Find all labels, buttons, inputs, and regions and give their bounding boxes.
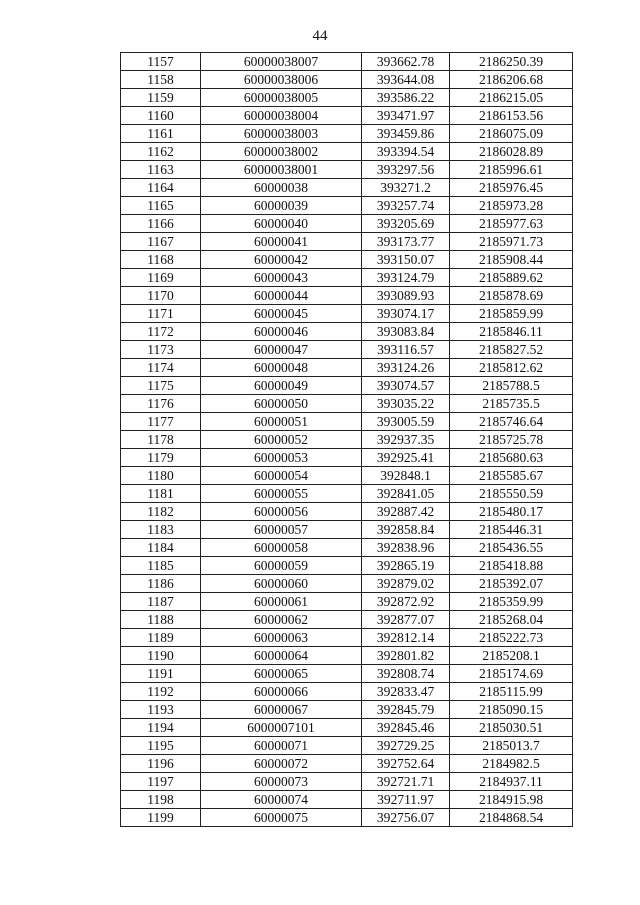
x-coordinate-cell: 393124.26	[362, 359, 450, 377]
y-coordinate-cell: 2185585.67	[450, 467, 573, 485]
point-id-cell: 60000038001	[201, 161, 362, 179]
y-coordinate-cell: 2185436.55	[450, 539, 573, 557]
table-row	[121, 377, 573, 395]
row-number-cell: 1167	[121, 233, 201, 251]
point-id-cell: 60000050	[201, 395, 362, 413]
y-coordinate-cell: 2185812.62	[450, 359, 573, 377]
table-row	[121, 197, 573, 215]
row-number-cell: 1179	[121, 449, 201, 467]
x-coordinate-cell: 392845.46	[362, 719, 450, 737]
table-row	[121, 215, 573, 233]
point-id-cell: 60000043	[201, 269, 362, 287]
x-coordinate-cell: 393124.79	[362, 269, 450, 287]
y-coordinate-cell: 2185013.7	[450, 737, 573, 755]
table-row	[121, 431, 573, 449]
x-coordinate-cell: 392887.42	[362, 503, 450, 521]
point-id-cell: 60000063	[201, 629, 362, 647]
y-coordinate-cell: 2185418.88	[450, 557, 573, 575]
y-coordinate-cell: 2185090.15	[450, 701, 573, 719]
y-coordinate-cell: 2185827.52	[450, 341, 573, 359]
x-coordinate-cell: 392812.14	[362, 629, 450, 647]
point-id-cell: 60000074	[201, 791, 362, 809]
x-coordinate-cell: 392858.84	[362, 521, 450, 539]
y-coordinate-cell: 2186250.39	[450, 53, 573, 71]
table-row	[121, 89, 573, 107]
row-number-cell: 1188	[121, 611, 201, 629]
y-coordinate-cell: 2185976.45	[450, 179, 573, 197]
row-number-cell: 1186	[121, 575, 201, 593]
x-coordinate-cell: 392841.05	[362, 485, 450, 503]
point-id-cell: 60000065	[201, 665, 362, 683]
x-coordinate-cell: 393394.54	[362, 143, 450, 161]
table-row	[121, 125, 573, 143]
point-id-cell: 60000056	[201, 503, 362, 521]
x-coordinate-cell: 392711.97	[362, 791, 450, 809]
table-row	[121, 665, 573, 683]
point-id-cell: 60000038005	[201, 89, 362, 107]
y-coordinate-cell: 2185971.73	[450, 233, 573, 251]
x-coordinate-cell: 392756.07	[362, 809, 450, 827]
y-coordinate-cell: 2185208.1	[450, 647, 573, 665]
table-row	[121, 71, 573, 89]
x-coordinate-cell: 393035.22	[362, 395, 450, 413]
x-coordinate-cell: 393297.56	[362, 161, 450, 179]
table-row	[121, 773, 573, 791]
x-coordinate-cell: 392872.92	[362, 593, 450, 611]
y-coordinate-cell: 2185859.99	[450, 305, 573, 323]
point-id-cell: 60000038007	[201, 53, 362, 71]
y-coordinate-cell: 2185846.11	[450, 323, 573, 341]
table-row	[121, 395, 573, 413]
x-coordinate-cell: 393083.84	[362, 323, 450, 341]
table-row	[121, 251, 573, 269]
point-id-cell: 60000064	[201, 647, 362, 665]
row-number-cell: 1195	[121, 737, 201, 755]
x-coordinate-cell: 393150.07	[362, 251, 450, 269]
row-number-cell: 1168	[121, 251, 201, 269]
x-coordinate-cell: 393257.74	[362, 197, 450, 215]
point-id-cell: 60000052	[201, 431, 362, 449]
x-coordinate-cell: 393205.69	[362, 215, 450, 233]
row-number-cell: 1158	[121, 71, 201, 89]
y-coordinate-cell: 2185889.62	[450, 269, 573, 287]
y-coordinate-cell: 2185174.69	[450, 665, 573, 683]
row-number-cell: 1171	[121, 305, 201, 323]
table-row	[121, 611, 573, 629]
x-coordinate-cell: 392752.64	[362, 755, 450, 773]
x-coordinate-cell: 392721.71	[362, 773, 450, 791]
point-id-cell: 60000040	[201, 215, 362, 233]
point-id-cell: 60000067	[201, 701, 362, 719]
x-coordinate-cell: 392838.96	[362, 539, 450, 557]
point-id-cell: 60000038002	[201, 143, 362, 161]
row-number-cell: 1157	[121, 53, 201, 71]
table-row	[121, 701, 573, 719]
row-number-cell: 1159	[121, 89, 201, 107]
row-number-cell: 1198	[121, 791, 201, 809]
table-row	[121, 107, 573, 125]
x-coordinate-cell: 393089.93	[362, 287, 450, 305]
row-number-cell: 1173	[121, 341, 201, 359]
y-coordinate-cell: 2186028.89	[450, 143, 573, 161]
x-coordinate-cell: 393644.08	[362, 71, 450, 89]
y-coordinate-cell: 2185788.5	[450, 377, 573, 395]
x-coordinate-cell: 393271.2	[362, 179, 450, 197]
row-number-cell: 1163	[121, 161, 201, 179]
row-number-cell: 1177	[121, 413, 201, 431]
table-row	[121, 719, 573, 737]
row-number-cell: 1161	[121, 125, 201, 143]
table-row	[121, 269, 573, 287]
table-row	[121, 305, 573, 323]
y-coordinate-cell: 2185550.59	[450, 485, 573, 503]
point-id-cell: 60000058	[201, 539, 362, 557]
point-id-cell: 60000045	[201, 305, 362, 323]
y-coordinate-cell: 2186153.56	[450, 107, 573, 125]
row-number-cell: 1199	[121, 809, 201, 827]
table-row	[121, 467, 573, 485]
x-coordinate-cell: 392879.02	[362, 575, 450, 593]
point-id-cell: 60000038	[201, 179, 362, 197]
x-coordinate-cell: 392833.47	[362, 683, 450, 701]
table-row	[121, 143, 573, 161]
point-id-cell: 6000007101	[201, 719, 362, 737]
row-number-cell: 1187	[121, 593, 201, 611]
x-coordinate-cell: 393586.22	[362, 89, 450, 107]
table-row	[121, 575, 573, 593]
table-row	[121, 557, 573, 575]
point-id-cell: 60000038004	[201, 107, 362, 125]
y-coordinate-cell: 2184982.5	[450, 755, 573, 773]
point-id-cell: 60000042	[201, 251, 362, 269]
point-id-cell: 60000057	[201, 521, 362, 539]
row-number-cell: 1178	[121, 431, 201, 449]
y-coordinate-cell: 2185680.63	[450, 449, 573, 467]
row-number-cell: 1192	[121, 683, 201, 701]
x-coordinate-cell: 393116.57	[362, 341, 450, 359]
row-number-cell: 1184	[121, 539, 201, 557]
row-number-cell: 1193	[121, 701, 201, 719]
point-id-cell: 60000048	[201, 359, 362, 377]
row-number-cell: 1165	[121, 197, 201, 215]
table-row	[121, 593, 573, 611]
table-row	[121, 629, 573, 647]
row-number-cell: 1196	[121, 755, 201, 773]
row-number-cell: 1162	[121, 143, 201, 161]
table-row	[121, 359, 573, 377]
row-number-cell: 1185	[121, 557, 201, 575]
y-coordinate-cell: 2185996.61	[450, 161, 573, 179]
row-number-cell: 1189	[121, 629, 201, 647]
table-body	[121, 53, 573, 827]
point-id-cell: 60000055	[201, 485, 362, 503]
point-id-cell: 60000039	[201, 197, 362, 215]
point-id-cell: 60000072	[201, 755, 362, 773]
row-number-cell: 1182	[121, 503, 201, 521]
table-row	[121, 341, 573, 359]
point-id-cell: 60000071	[201, 737, 362, 755]
x-coordinate-cell: 392925.41	[362, 449, 450, 467]
x-coordinate-cell: 392877.07	[362, 611, 450, 629]
row-number-cell: 1175	[121, 377, 201, 395]
x-coordinate-cell: 392729.25	[362, 737, 450, 755]
table-row	[121, 503, 573, 521]
row-number-cell: 1160	[121, 107, 201, 125]
point-id-cell: 60000059	[201, 557, 362, 575]
table-row	[121, 233, 573, 251]
point-id-cell: 60000073	[201, 773, 362, 791]
row-number-cell: 1194	[121, 719, 201, 737]
y-coordinate-cell: 2185222.73	[450, 629, 573, 647]
point-id-cell: 60000054	[201, 467, 362, 485]
y-coordinate-cell: 2185977.63	[450, 215, 573, 233]
row-number-cell: 1190	[121, 647, 201, 665]
x-coordinate-cell: 393662.78	[362, 53, 450, 71]
y-coordinate-cell: 2185392.07	[450, 575, 573, 593]
point-id-cell: 60000053	[201, 449, 362, 467]
table-row	[121, 737, 573, 755]
point-id-cell: 60000038006	[201, 71, 362, 89]
row-number-cell: 1174	[121, 359, 201, 377]
y-coordinate-cell: 2185030.51	[450, 719, 573, 737]
x-coordinate-cell: 393459.86	[362, 125, 450, 143]
x-coordinate-cell: 393074.57	[362, 377, 450, 395]
x-coordinate-cell: 393173.77	[362, 233, 450, 251]
table-row	[121, 449, 573, 467]
point-id-cell: 60000038003	[201, 125, 362, 143]
y-coordinate-cell: 2184937.11	[450, 773, 573, 791]
point-id-cell: 60000041	[201, 233, 362, 251]
table-row	[121, 683, 573, 701]
point-id-cell: 60000066	[201, 683, 362, 701]
table-row	[121, 521, 573, 539]
point-id-cell: 60000044	[201, 287, 362, 305]
table-row	[121, 287, 573, 305]
coordinates-table	[120, 52, 573, 827]
table-row	[121, 539, 573, 557]
x-coordinate-cell: 392845.79	[362, 701, 450, 719]
x-coordinate-cell: 392801.82	[362, 647, 450, 665]
table-row	[121, 161, 573, 179]
row-number-cell: 1176	[121, 395, 201, 413]
table-row	[121, 413, 573, 431]
table-row	[121, 53, 573, 71]
table-row	[121, 323, 573, 341]
y-coordinate-cell: 2185973.28	[450, 197, 573, 215]
point-id-cell: 60000049	[201, 377, 362, 395]
x-coordinate-cell: 392865.19	[362, 557, 450, 575]
y-coordinate-cell: 2186215.05	[450, 89, 573, 107]
row-number-cell: 1170	[121, 287, 201, 305]
table-row	[121, 791, 573, 809]
x-coordinate-cell: 393005.59	[362, 413, 450, 431]
point-id-cell: 60000047	[201, 341, 362, 359]
y-coordinate-cell: 2184915.98	[450, 791, 573, 809]
point-id-cell: 60000051	[201, 413, 362, 431]
point-id-cell: 60000062	[201, 611, 362, 629]
row-number-cell: 1166	[121, 215, 201, 233]
row-number-cell: 1197	[121, 773, 201, 791]
table-row	[121, 755, 573, 773]
y-coordinate-cell: 2184868.54	[450, 809, 573, 827]
y-coordinate-cell: 2185480.17	[450, 503, 573, 521]
row-number-cell: 1164	[121, 179, 201, 197]
point-id-cell: 60000046	[201, 323, 362, 341]
table-row	[121, 179, 573, 197]
row-number-cell: 1191	[121, 665, 201, 683]
row-number-cell: 1169	[121, 269, 201, 287]
row-number-cell: 1180	[121, 467, 201, 485]
y-coordinate-cell: 2185268.04	[450, 611, 573, 629]
y-coordinate-cell: 2185359.99	[450, 593, 573, 611]
y-coordinate-cell: 2185746.64	[450, 413, 573, 431]
x-coordinate-cell: 393471.97	[362, 107, 450, 125]
y-coordinate-cell: 2185446.31	[450, 521, 573, 539]
table-row	[121, 485, 573, 503]
y-coordinate-cell: 2185878.69	[450, 287, 573, 305]
x-coordinate-cell: 392937.35	[362, 431, 450, 449]
point-id-cell: 60000075	[201, 809, 362, 827]
y-coordinate-cell: 2186075.09	[450, 125, 573, 143]
page-number: 44	[312, 28, 328, 44]
y-coordinate-cell: 2185115.99	[450, 683, 573, 701]
point-id-cell: 60000060	[201, 575, 362, 593]
row-number-cell: 1183	[121, 521, 201, 539]
row-number-cell: 1181	[121, 485, 201, 503]
point-id-cell: 60000061	[201, 593, 362, 611]
table-row	[121, 647, 573, 665]
row-number-cell: 1172	[121, 323, 201, 341]
y-coordinate-cell: 2185735.5	[450, 395, 573, 413]
x-coordinate-cell: 392848.1	[362, 467, 450, 485]
y-coordinate-cell: 2185908.44	[450, 251, 573, 269]
x-coordinate-cell: 392808.74	[362, 665, 450, 683]
table-row	[121, 809, 573, 827]
x-coordinate-cell: 393074.17	[362, 305, 450, 323]
y-coordinate-cell: 2186206.68	[450, 71, 573, 89]
y-coordinate-cell: 2185725.78	[450, 431, 573, 449]
